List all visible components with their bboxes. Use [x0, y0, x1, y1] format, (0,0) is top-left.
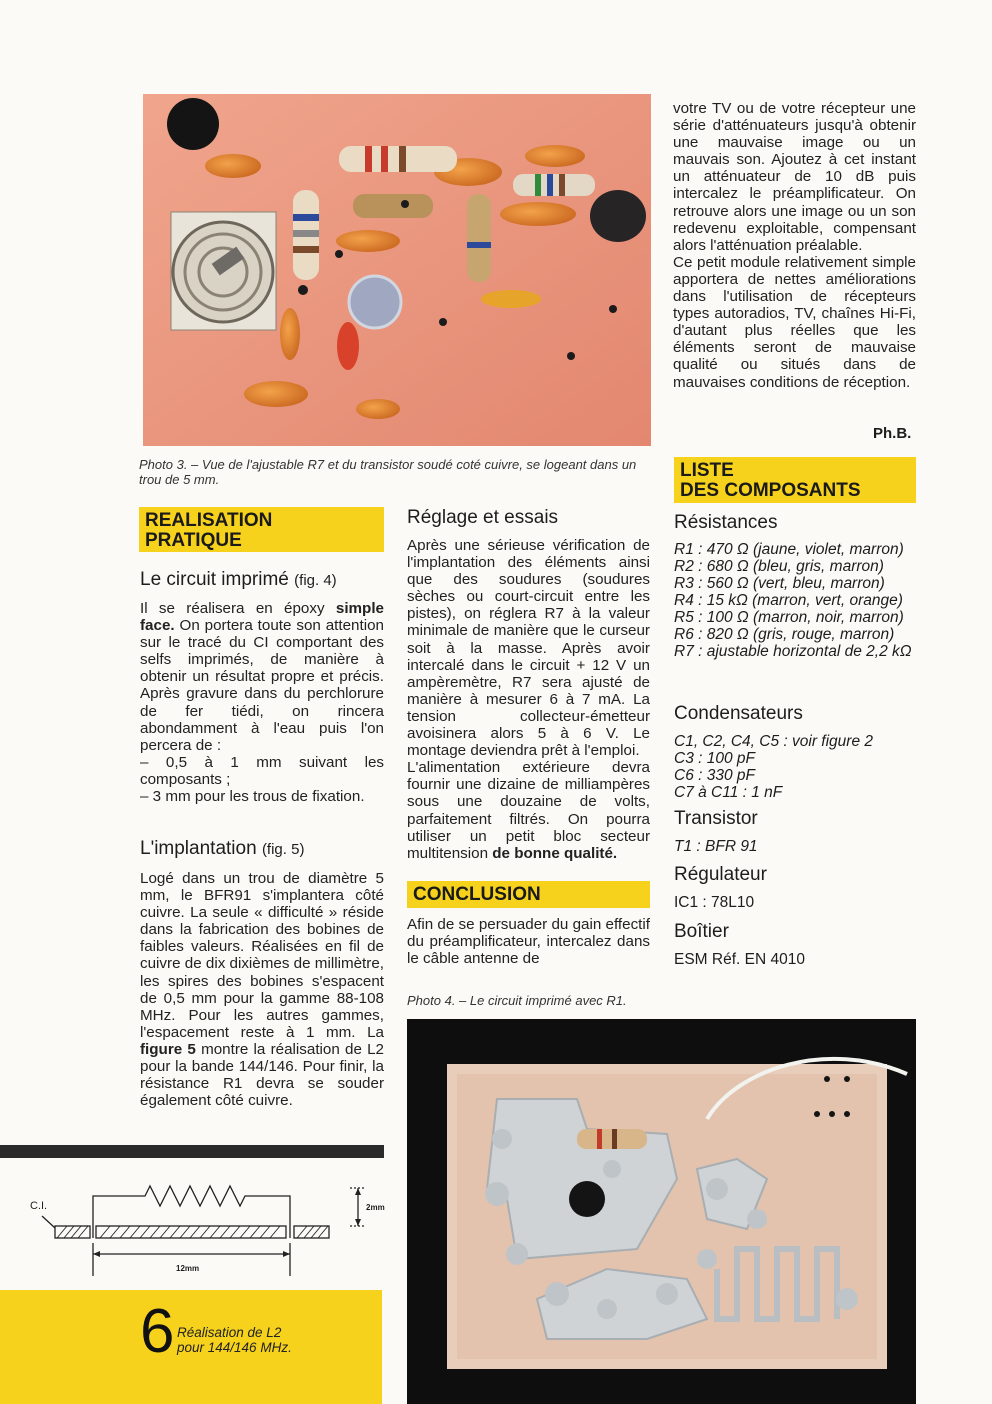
- list-item: R4 : 15 kΩ (marron, vert, orange): [674, 592, 903, 609]
- list-item: R6 : 820 Ω (gris, rouge, marron): [674, 626, 895, 643]
- conclusion-body: Afin de se persuader du gain effectif du préamplificateur, intercalez dans le câble antenne de: [407, 916, 650, 968]
- regulateur-heading: Régulateur: [674, 864, 767, 885]
- photo-3: [143, 94, 651, 446]
- implantation-fig-ref: (fig. 5): [261, 841, 305, 858]
- list-item: C7 à C11 : 1 nF: [674, 784, 783, 801]
- figure-6-caption-line2: pour 144/146 MHz.: [177, 1340, 292, 1355]
- realisation-heading-line1: REALISATION: [145, 510, 273, 531]
- text-span: Il se réalisera en époxy: [140, 600, 336, 617]
- simple-face-bold: simple face.: [140, 600, 384, 635]
- transistor-value: T1 : BFR 91: [674, 838, 758, 855]
- list-item: C3 : 100 pF: [674, 750, 755, 767]
- reglage-paragraph-1: Après une sérieuse vérification de l'implantation des éléments ainsi que des soudures (soudures sèches ou court-circuit entre les pistes), on réglera R7 à la valeur minimale de manière que le curseur soit à la masse. Après avoir intercalé dans le circuit + 12 V un ampèremètre, R7 sera ajusté de manière à mesurer 6 à 7 mA. La tension collecteur-émetteur avoisinera alors 5 à 6 V. Le montage deviendra prêt à l'emploi.: [407, 537, 650, 760]
- text-span: L'alimentation extérieure devra fournir une dizaine de milliampères sous une douzaine de volts, parfaitement filtrés. On pourra utiliser un petit bloc secteur multitension: [407, 759, 650, 862]
- liste-heading-line2: DES COMPOSANTS: [680, 480, 861, 501]
- circuit-imprime-title: Le circuit imprimé: [140, 569, 289, 590]
- col3-top-body: [673, 100, 916, 391]
- transistor-heading: Transistor: [674, 808, 758, 829]
- list-item: R2 : 680 Ω (bleu, gris, marron): [674, 558, 884, 575]
- implantation-title: L'implantation: [140, 838, 257, 859]
- liste-heading: [674, 457, 916, 503]
- list-item: R7 : ajustable horizontal de 2,2 kΩ: [674, 643, 912, 660]
- photo-4: [407, 1019, 916, 1404]
- implantation-body: [140, 870, 384, 1109]
- circuit-imprime-body: [140, 600, 384, 805]
- dimension-12mm: 12mm: [176, 1264, 200, 1273]
- figure-5-bold: figure 5: [140, 1040, 196, 1058]
- list-item: R1 : 470 Ω (jaune, violet, marron): [674, 541, 904, 558]
- list-item: – 0,5 à 1 mm suivant les composants ;: [140, 753, 384, 788]
- implantation-paragraph: [140, 870, 384, 1109]
- col3-paragraph-2: Ce petit module relativement simple apportera de nettes améliorations dans l'utilisation de récepteurs types autoradios, TV, chaînes Hi-Fi, d'autant plus réelles que les éléments seront de mauvaise qualité ou situés dans de mauvaises conditions de réception.: [673, 253, 916, 391]
- boitier-heading: Boîtier: [674, 921, 729, 942]
- reglage-heading: Réglage et essais: [407, 507, 559, 528]
- circuit-imprime-paragraph: [140, 600, 384, 754]
- condensateurs-list: [674, 733, 916, 801]
- circuit-imprime-subheading: [140, 569, 385, 592]
- ci-label: C.I.: [30, 1200, 48, 1212]
- resistances-list: [674, 541, 916, 660]
- reglage-paragraph-2: [407, 759, 650, 862]
- liste-heading-line1: LISTE: [680, 460, 734, 481]
- figure-6-top-rule: [0, 1145, 384, 1158]
- photo-4-image: [407, 1019, 916, 1404]
- photo-3-caption: Photo 3. – Vue de l'ajustable R7 et du transistor soudé coté cuivre, se logeant dans un trou de 5 mm.: [139, 457, 637, 487]
- resistances-heading: Résistances: [674, 512, 778, 533]
- implantation-subheading: [140, 838, 385, 861]
- figure-6-number: 6: [140, 1297, 175, 1366]
- text-span: On portera toute son attention sur le tracé du CI comportant des selfs imprimés, de manière à obtenir un résultat propre et précis. Après gravure dans du perchlorure de fer tiédi, on rincera abondamment à l'eau puis l'on percera de :: [140, 617, 384, 754]
- reglage-body: [407, 537, 650, 862]
- boitier-value: ESM Réf. EN 4010: [674, 951, 805, 968]
- list-item: C6 : 330 pF: [674, 767, 755, 784]
- photo-3-image: [143, 94, 651, 446]
- realisation-heading: [139, 507, 384, 552]
- list-item: R5 : 100 Ω (marron, noir, marron): [674, 609, 904, 626]
- regulateur-value: IC1 : 78L10: [674, 894, 755, 911]
- dimension-2mm: 2mm: [366, 1203, 385, 1212]
- signature: Ph.B.: [873, 425, 912, 442]
- list-item: R3 : 560 Ω (vert, bleu, marron): [674, 575, 885, 592]
- photo-4-caption: Photo 4. – Le circuit imprimé avec R1.: [407, 993, 627, 1008]
- realisation-heading-line2: PRATIQUE: [145, 530, 242, 551]
- list-item: – 3 mm pour les trous de fixation.: [140, 788, 365, 806]
- conclusion-heading: CONCLUSION: [407, 881, 650, 908]
- bonne-qualite-bold: de bonne qualité.: [492, 844, 618, 862]
- text-span: Logé dans un trou de diamètre 5 mm, le BFR91 s'implantera côté cuivre. La seule « difficulté » réside dans la fabrication des bobines de faibles valeurs. Réalisées en fil de cuivre de dix dixièmes de millimètre, les spires des bobines s'espacent de 0,5 mm pour la gamme 88-108 MHz. Pour les autres gammes, l'espacement reste à 1 mm. La: [140, 870, 384, 1041]
- condensateurs-heading: Condensateurs: [674, 703, 803, 724]
- list-item: C1, C2, C4, C5 : voir figure 2: [674, 733, 873, 750]
- text-span: montre la réalisation de L2 pour la bande 144/146. Pour finir, la résistance R1 devra se souder également côté cuivre.: [140, 1040, 385, 1110]
- figure-6-caption: [177, 1325, 292, 1355]
- circuit-imprime-fig-ref: (fig. 4): [294, 572, 337, 589]
- figure-6-caption-line1: Réalisation de L2: [177, 1325, 282, 1340]
- col3-paragraph-1: votre TV ou de votre récepteur une série d'atténuateurs jusqu'à obtenir une mauvaise image ou un mauvais son. Ajoutez à cet instant un atténuateur de 10 dB puis intercalez le préamplificateur. On retrouve alors une image ou un son redevenu exploitable, compensant alors l'atténuation préalable.: [673, 100, 916, 254]
